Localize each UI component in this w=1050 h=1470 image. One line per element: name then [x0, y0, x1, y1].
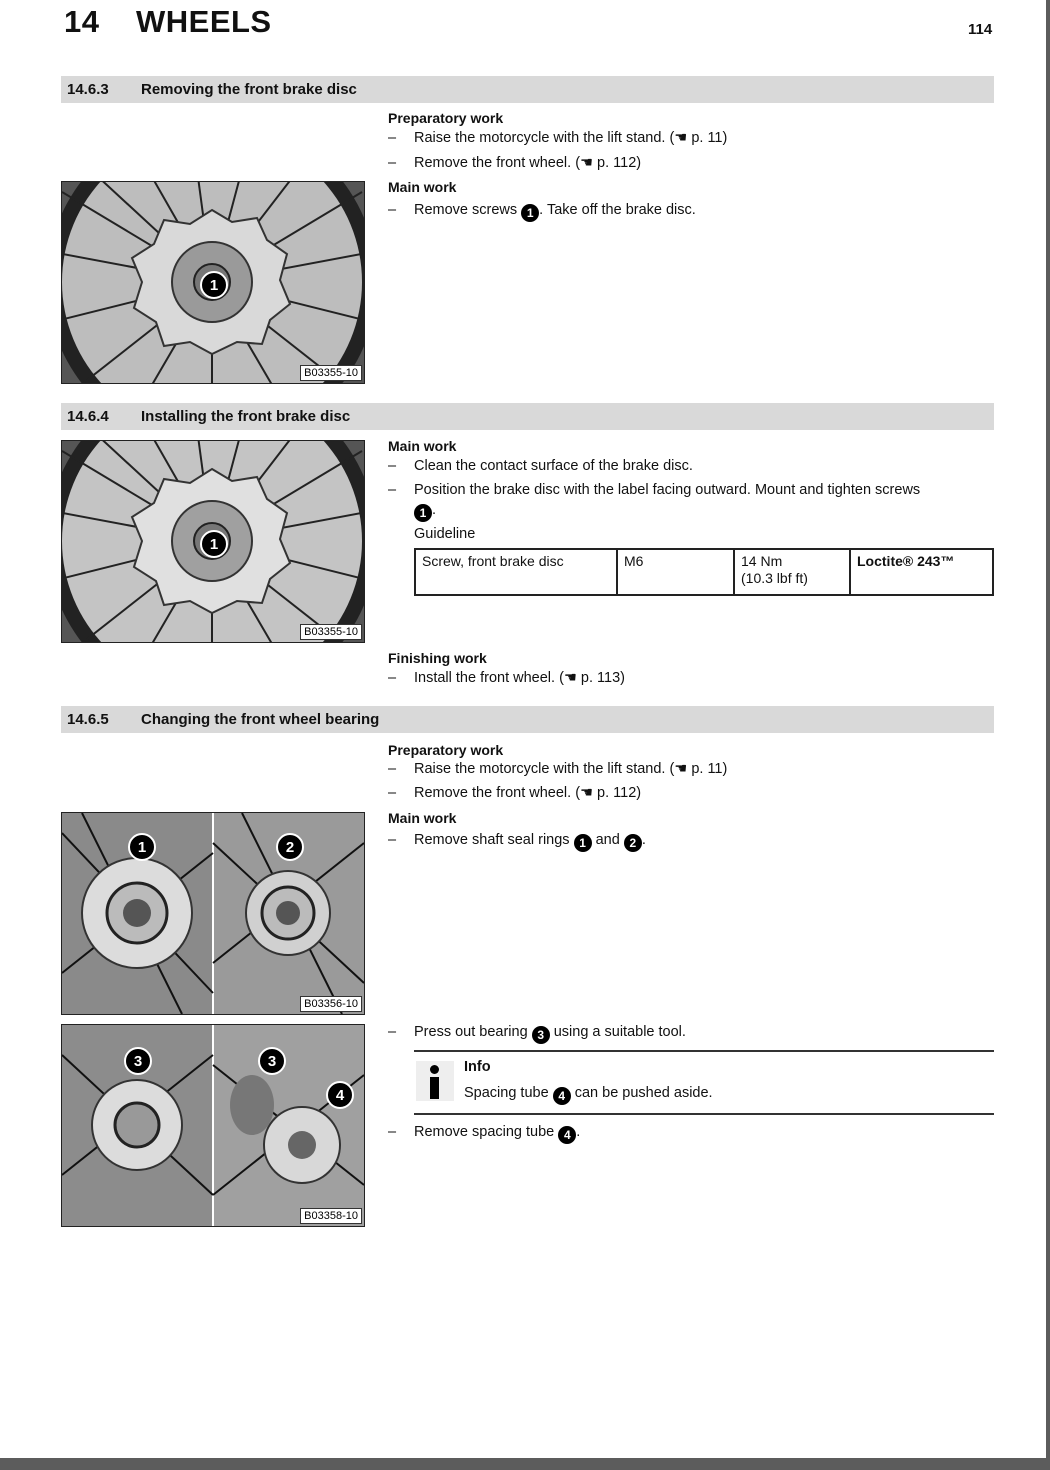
main-step-text: Position the brake disc with the label facing outward. Mount and tighten screws 1 . [414, 482, 921, 520]
main-step-text: Clean the contact surface of the brake disc. [414, 458, 693, 474]
section-title: Removing the front brake disc [141, 81, 357, 98]
section-title: Changing the front wheel bearing [141, 711, 380, 728]
image-callout: 3 [124, 1047, 152, 1075]
section-header-14-6-3 [61, 76, 994, 103]
prep-step-text: Raise the motorcycle with the lift stand. (☚ p. 11) [414, 761, 728, 777]
section-number: 14.6.3 [67, 81, 109, 98]
info-divider-top [414, 1050, 994, 1052]
table-cell-item: Screw, front brake disc [415, 549, 617, 595]
main-work-heading: Main work [388, 810, 457, 826]
callout-badge: 4 [558, 1126, 576, 1144]
callout-badge: 4 [553, 1087, 571, 1105]
table-cell-thread: M6 [617, 549, 734, 595]
torque-spec-table [414, 548, 994, 596]
finish-step-text: Install the front wheel. (☚ p. 113) [414, 670, 626, 686]
image-callout: 4 [326, 1081, 354, 1109]
main-step-text: Remove shaft seal rings 1 and 2 . [414, 832, 646, 850]
section-title: Installing the front brake disc [141, 408, 351, 425]
page-number: 114 [968, 21, 993, 38]
info-title: Info [464, 1059, 491, 1075]
bearing-seal-photo [61, 812, 365, 1015]
preparatory-work-heading: Preparatory work [388, 742, 504, 758]
hub-illustration [62, 1025, 364, 1226]
hub-illustration [62, 813, 364, 1014]
callout-badge: 2 [624, 834, 642, 852]
table-cell-compound: Loctite® 243™ [850, 549, 993, 595]
info-icon [416, 1061, 454, 1101]
callout-badge: 1 [574, 834, 592, 852]
chapter-number: 14 [64, 4, 100, 39]
section-number: 14.6.5 [67, 711, 109, 728]
main-work-heading: Main work [388, 179, 457, 195]
image-code: B03356-10 [300, 996, 362, 1012]
callout-badge: 1 [414, 504, 432, 522]
image-callout: 1 [128, 833, 156, 861]
callout-badge: 3 [532, 1026, 550, 1044]
section-header-14-6-4 [61, 403, 994, 430]
main-step-text: Remove spacing tube 4 . [414, 1124, 581, 1142]
preparatory-work-heading: Preparatory work [388, 110, 504, 126]
wheel-disc-photo [61, 181, 365, 384]
info-text: Spacing tube 4 can be pushed aside. [464, 1085, 713, 1103]
image-code: B03355-10 [300, 624, 362, 640]
wheel-disc-photo [61, 440, 365, 643]
callout-badge: 1 [521, 204, 539, 222]
image-callout: 1 [200, 530, 228, 558]
prep-step-text: Remove the front wheel. (☚ p. 112) [414, 155, 642, 171]
main-step-text: Remove screws 1 . Take off the brake disc. [414, 202, 696, 220]
finishing-work-heading: Finishing work [388, 650, 487, 666]
window-frame-bottom [0, 1458, 1050, 1470]
main-work-heading: Main work [388, 438, 457, 454]
guideline-label: Guideline [414, 526, 476, 542]
image-code: B03355-10 [300, 365, 362, 381]
image-code: B03358-10 [300, 1208, 362, 1224]
image-callout: 3 [258, 1047, 286, 1075]
window-frame-right [1046, 0, 1050, 1470]
image-callout: 1 [200, 271, 228, 299]
prep-step-text: Remove the front wheel. (☚ p. 112) [414, 785, 642, 801]
main-step-text: Press out bearing 3 using a suitable tool. [414, 1024, 686, 1042]
info-divider-bottom [414, 1113, 994, 1115]
prep-step-text: Raise the motorcycle with the lift stand. (☚ p. 11) [414, 130, 728, 146]
section-header-14-6-5 [61, 706, 994, 733]
bearing-press-photo [61, 1024, 365, 1227]
table-row [415, 549, 993, 595]
table-cell-torque: 14 Nm (10.3 lbf ft) [734, 549, 850, 595]
image-callout: 2 [276, 833, 304, 861]
section-number: 14.6.4 [67, 408, 109, 425]
chapter-title: WHEELS [136, 4, 272, 39]
chapter-heading [64, 4, 272, 40]
